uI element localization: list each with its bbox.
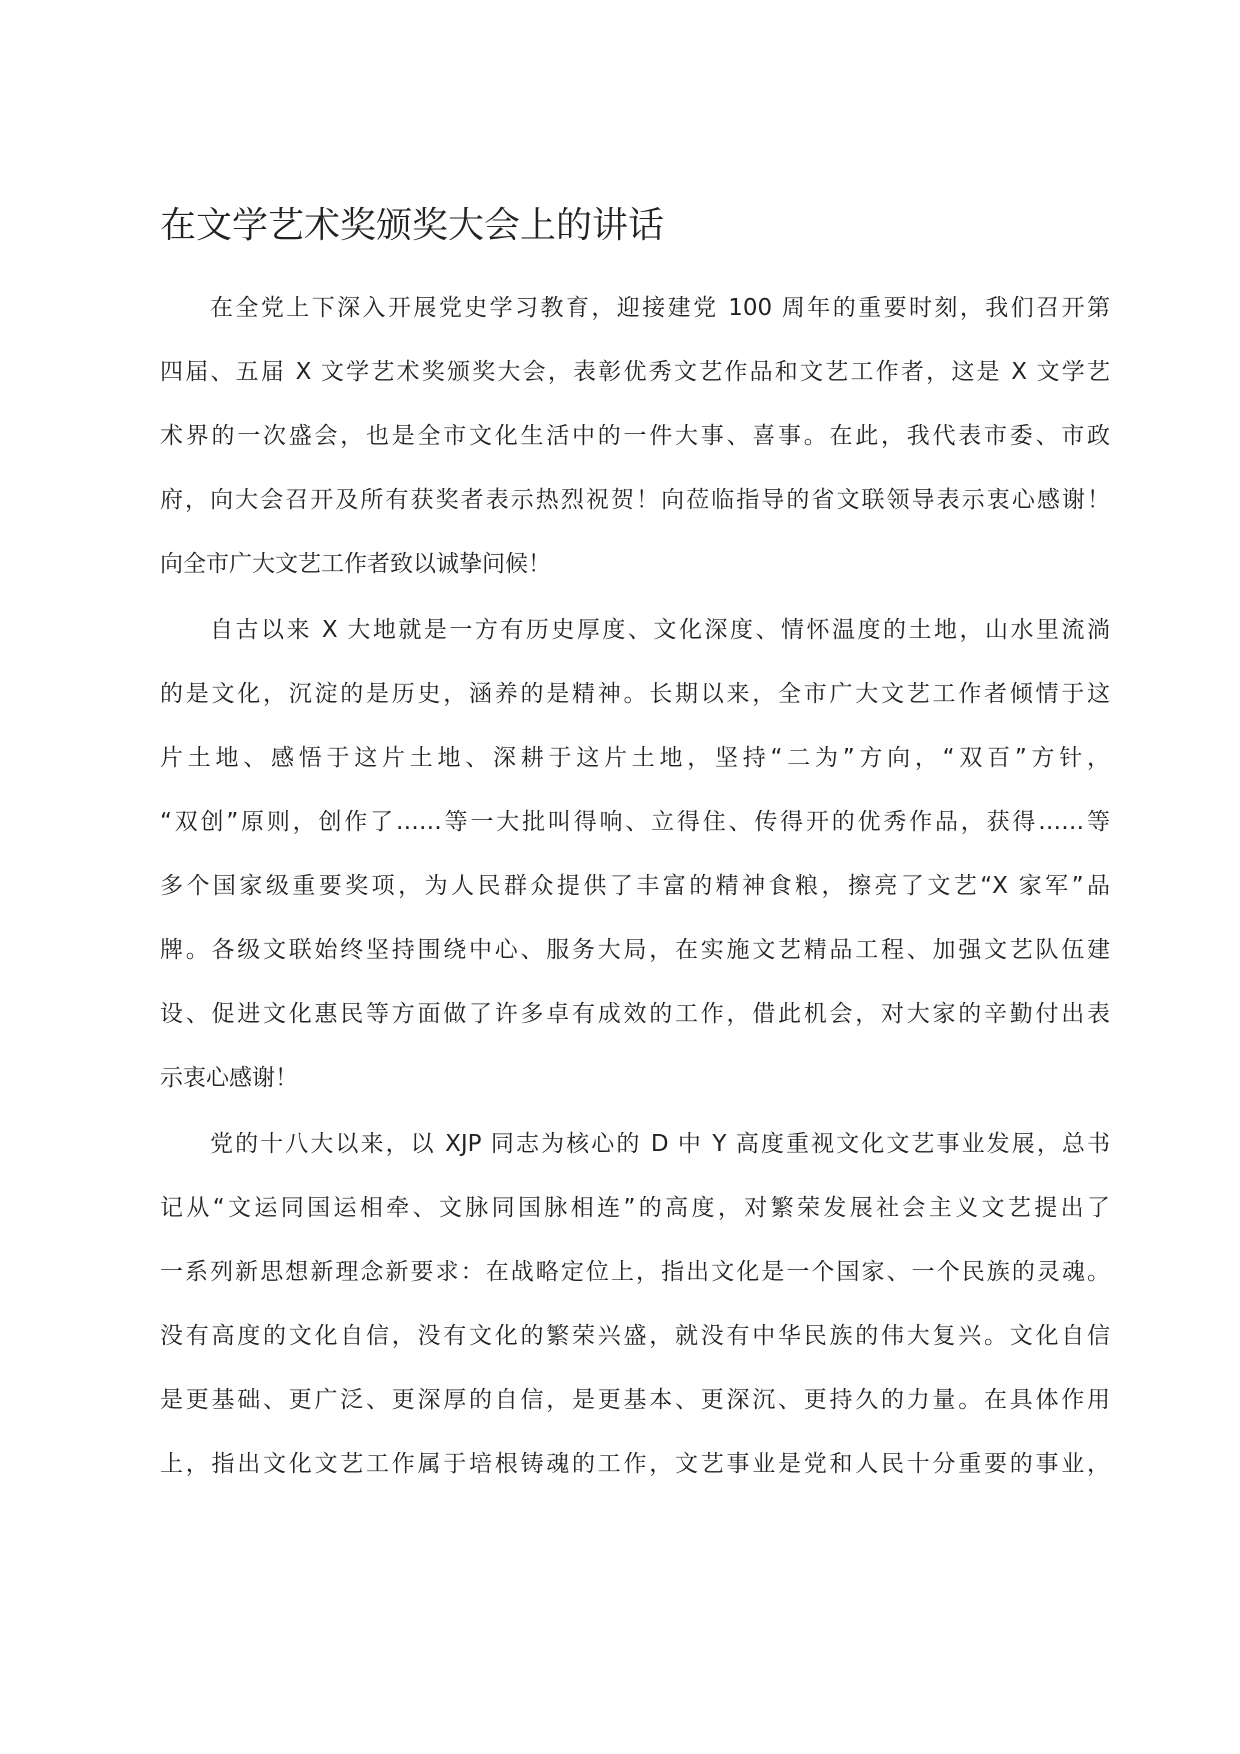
document-page — [160, 196, 1110, 1496]
paragraph-line: 府，向大会召开及所有获奖者表示热烈祝贺！向莅临指导的省文联领导表示衷心感谢！ — [160, 487, 1110, 513]
paragraph-line: “双创”原则，创作了……等一大批叫得响、立得住、传得开的优秀作品，获得……等 — [160, 809, 1110, 835]
paragraph-line: 向全市广大文艺工作者致以诚挚问候！ — [160, 551, 551, 577]
paragraph-line: 在全党上下深入开展党史学习教育，迎接建党 100 周年的重要时刻，我们召开第 — [210, 295, 1110, 321]
paragraph-line: 设、促进文化惠民等方面做了许多卓有成效的工作，借此机会，对大家的辛勤付出表 — [160, 1001, 1110, 1027]
paragraph-line: 是更基础、更广泛、更深厚的自信，是更基本、更深沉、更持久的力量。在具体作用 — [160, 1387, 1110, 1413]
paragraph-line: 多个国家级重要奖项，为人民群众提供了丰富的精神食粮，擦亮了文艺“X 家军”品 — [160, 873, 1110, 899]
paragraph-line: 示衷心感谢！ — [160, 1065, 298, 1091]
paragraph-line: 术界的一次盛会，也是全市文化生活中的一件大事、喜事。在此，我代表市委、市政 — [160, 423, 1110, 449]
paragraph-line: 的是文化，沉淀的是历史，涵养的是精神。长期以来，全市广大文艺工作者倾情于这 — [160, 681, 1110, 707]
paragraph-line: 四届、五届 X 文学艺术奖颁奖大会，表彰优秀文艺作品和文艺工作者，这是 X 文学艺 — [160, 359, 1110, 385]
paragraph-3 — [160, 1112, 1110, 1496]
paragraph-line: 片土地、感悟于这片土地、深耕于这片土地，坚持“二为”方向，“双百”方针， — [160, 745, 1110, 771]
paragraph-line: 上，指出文化文艺工作属于培根铸魂的工作，文艺事业是党和人民十分重要的事业， — [160, 1451, 1110, 1477]
paragraph-line: 牌。各级文联始终坚持围绕中心、服务大局，在实施文艺精品工程、加强文艺队伍建 — [160, 937, 1110, 963]
paragraph-line: 记从“文运同国运相牵、文脉同国脉相连”的高度，对繁荣发展社会主义文艺提出了 — [160, 1195, 1110, 1221]
paragraph-1 — [160, 276, 1110, 596]
paragraph-2 — [160, 598, 1110, 1110]
paragraph-line: 自古以来 X 大地就是一方有历史厚度、文化深度、情怀温度的土地，山水里流淌 — [210, 617, 1110, 643]
paragraph-line: 没有高度的文化自信，没有文化的繁荣兴盛，就没有中华民族的伟大复兴。文化自信 — [160, 1323, 1110, 1349]
document-title: 在文学艺术奖颁奖大会上的讲话 — [160, 205, 665, 246]
paragraph-line: 党的十八大以来，以 XJP 同志为核心的 D 中 Y 高度重视文化文艺事业发展，总书 — [210, 1131, 1110, 1157]
paragraph-line: 一系列新思想新理念新要求：在战略定位上，指出文化是一个国家、一个民族的灵魂。 — [160, 1259, 1110, 1285]
